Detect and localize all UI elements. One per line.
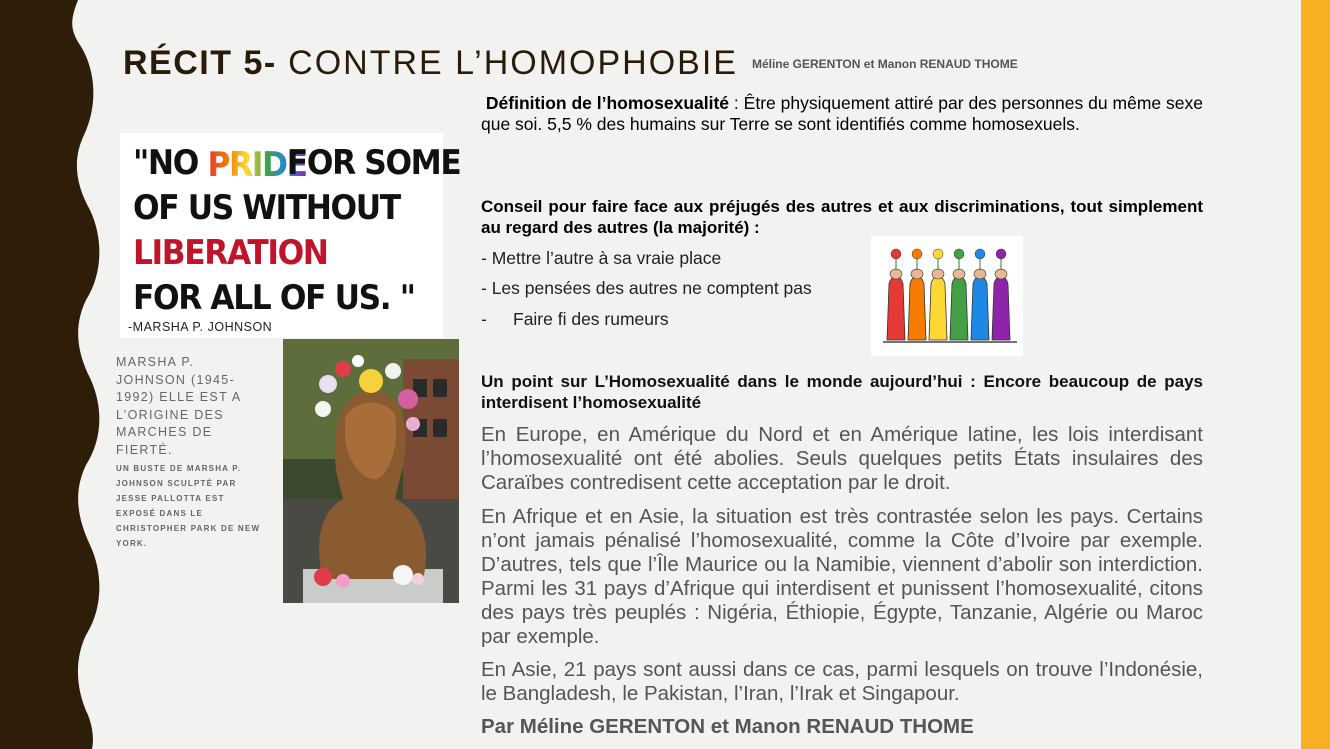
- conseil-heading: Conseil pour faire face aux préjugés des autres et aux discriminations, tout simplement au regard des autres (la majorité) :: [481, 197, 1203, 237]
- definition-text: : Être physiquement attiré par des personnes du même sexe que soi. 5,5 % des humains sur Terre se sont identifiés comme homosexuels.: [481, 93, 1203, 134]
- conseil-item: - Mettre l’autre à sa vraie place: [481, 248, 722, 268]
- raised-arm: [950, 277, 968, 341]
- world-paragraph-africa: En Afrique et en Asie, la situation est très contrastée selon les pays. Certains n’ont jamais pénalisé l’homosexualité, comme la Côte d’Ivoire par exemple. D’autres, tels que l’Île Maurice ou la Namibie, viennent d’abolir son interdiction. Parmi les 31 pays d’Afrique qui interdisent et punissent l’homosexualité, citons des pays très peuplés : Nigéria, Éthiopie, Égypte, Tanzanie, Algérie ou Maroc par exemple.: [481, 505, 1203, 648]
- rainbow-flowers-illustration: [871, 236, 1023, 356]
- caption-main: MARSHA P. JOHNSON (1945-1992) ELLE EST A L’ORIGINE DES MARCHES DE FIERTÉ.: [116, 355, 241, 457]
- quote-line-4: FOR ALL OF US. ": [133, 278, 415, 318]
- conseil-item: [481, 309, 669, 330]
- hand: [974, 269, 986, 279]
- flower: [912, 249, 922, 259]
- hand: [953, 269, 965, 279]
- raised-arm: [929, 277, 947, 341]
- raised-arm: [992, 277, 1010, 341]
- caption-detail: UN BUSTE DE MARSHA P. JOHNSON SCULPTÉ PAR JESSE PALLOTTA EST EXPOSÉ DANS LE CHRISTOPHER PARK DE NEW YORK.: [116, 464, 261, 548]
- definition-label: Définition de l’homosexualité: [485, 93, 730, 113]
- conseil-item-text: Faire fi des rumeurs: [513, 309, 669, 329]
- flower: [933, 249, 943, 259]
- hand: [932, 269, 944, 279]
- conseil-item-dash: -: [481, 309, 487, 329]
- right-accent-bar: [1301, 0, 1330, 749]
- raised-arm: [887, 277, 905, 341]
- flower: [954, 249, 964, 259]
- world-heading: Un point sur L’Homosexualité dans le monde aujourd’hui : Encore beaucoup de pays interdisent l’homosexualité: [481, 372, 1203, 412]
- quote-line-2: OF US WITHOUT: [133, 188, 400, 228]
- hand: [911, 269, 923, 279]
- signature: Par Méline GERENTON et Manon RENAUD THOME: [481, 715, 974, 738]
- quote-text: "NO PRIDE FOR SOME OF US WITHOUT LIBERATION FOR ALL OF US. ": [133, 141, 460, 321]
- title-bold: RÉCIT 5-: [123, 44, 277, 82]
- conseil-item: - Les pensées des autres ne comptent pas: [481, 278, 812, 298]
- quote-attribution: -MARSHA P. JOHNSON: [128, 320, 273, 334]
- flower: [975, 249, 985, 259]
- slide-title: [123, 44, 1018, 83]
- world-paragraph-asia: En Asie, 21 pays sont aussi dans ce cas, parmi lesquels on trouve l’Indonésie, le Bangladesh, le Pakistan, l’Iran, l’Irak et Singapour.: [481, 658, 1203, 705]
- hand: [890, 269, 902, 279]
- quote-line-3: LIBERATION: [133, 233, 328, 273]
- pride-word: [207, 143, 307, 185]
- quote-image: [120, 133, 461, 338]
- title-light: CONTRE L’HOMOPHOBIE: [276, 44, 738, 82]
- definition-paragraph: [481, 93, 1203, 135]
- title-authors: Méline GERENTON et Manon RENAUD THOME: [751, 57, 1018, 71]
- left-wave-decoration: [0, 0, 110, 749]
- world-paragraph-americas: En Europe, en Amérique du Nord et en Amérique latine, les lois interdisant l’homosexualité ont été abolies. Seuls quelques petits États insulaires des Caraïbes contredisent cette acceptation par le droit.: [481, 423, 1203, 494]
- bust-photo: [283, 339, 459, 603]
- raised-arm: [908, 277, 926, 341]
- hand: [995, 269, 1007, 279]
- raised-arm: [971, 277, 989, 341]
- flower: [996, 249, 1006, 259]
- photo-caption: [116, 354, 266, 551]
- flower: [891, 249, 901, 259]
- svg-text:PRIDE: PRIDE: [207, 144, 307, 185]
